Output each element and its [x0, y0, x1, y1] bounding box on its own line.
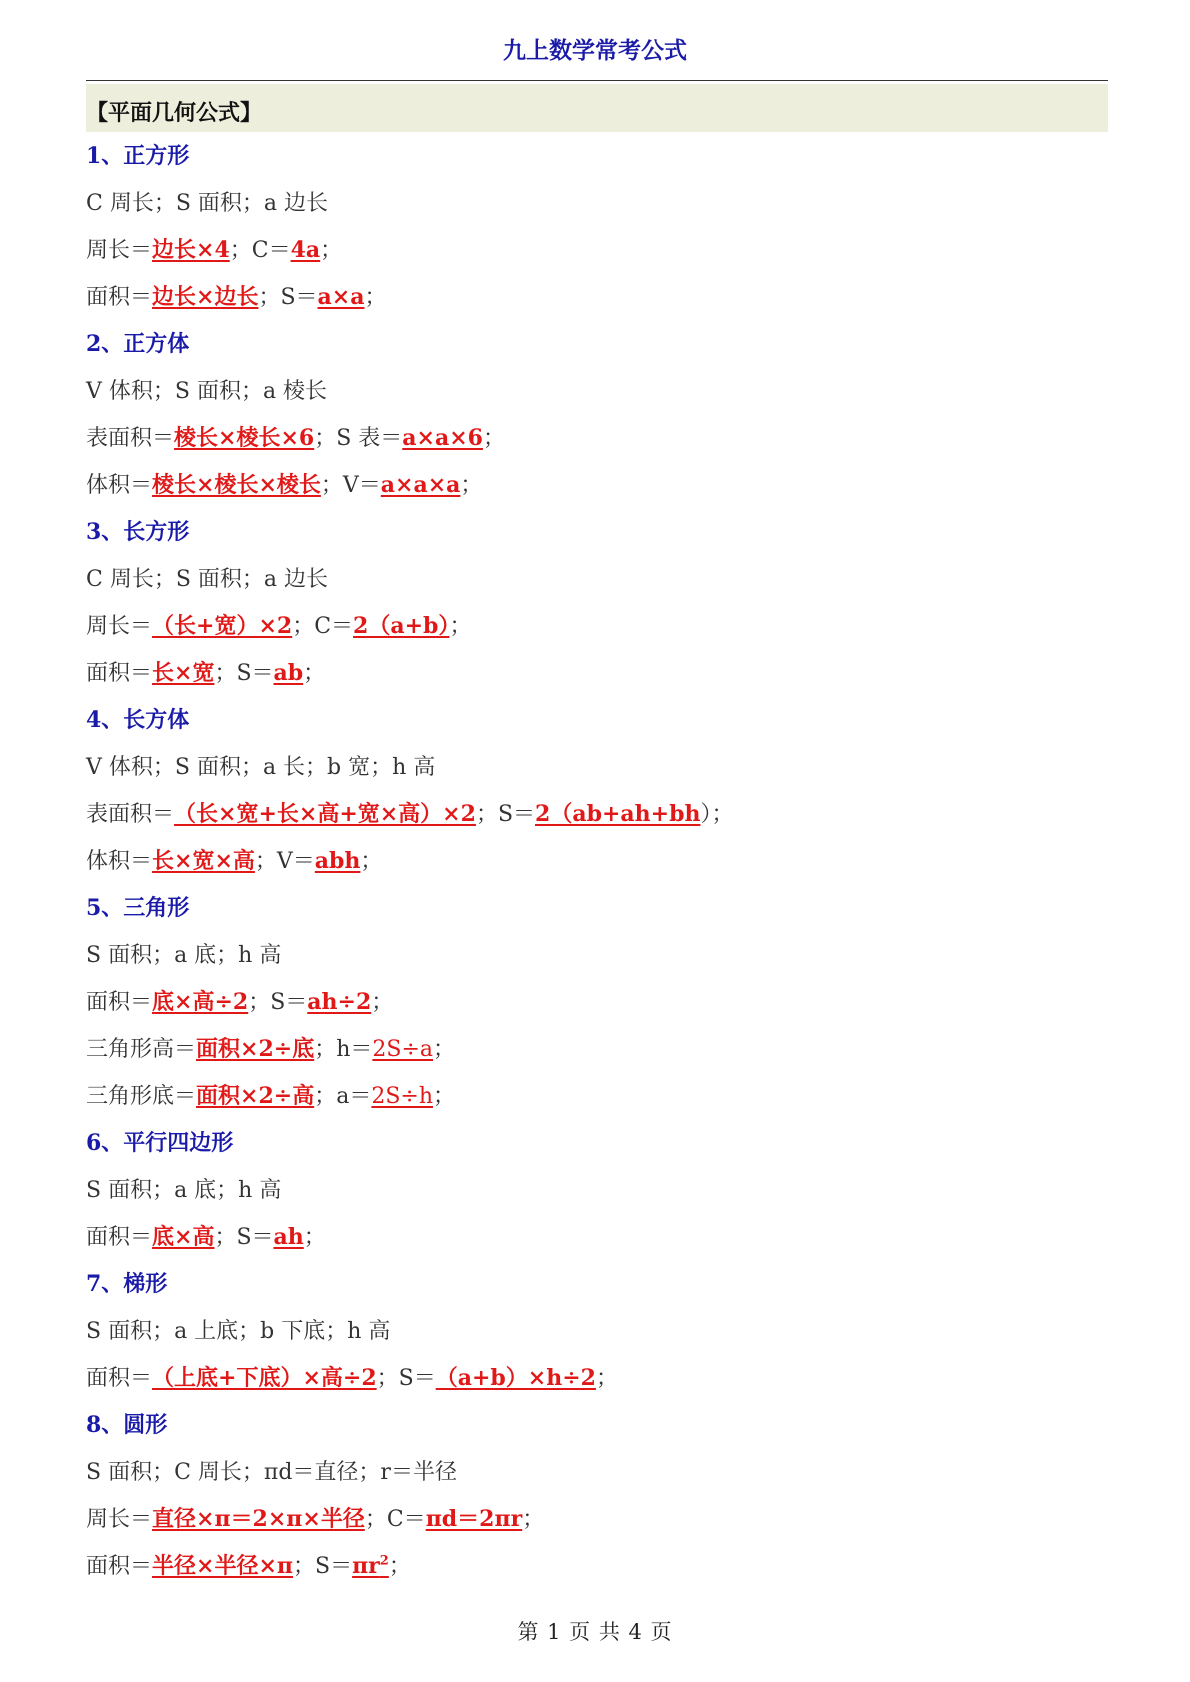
formula-symbol-label: ；C＝ — [292, 614, 354, 639]
topic-legend: S 面积；a 底；h 高 — [86, 1178, 282, 1203]
formula-label: 面积＝ — [86, 285, 153, 310]
formula-answer: 直径×π＝2×π×半径 — [152, 1506, 365, 1532]
topic-heading: 7、梯形 — [86, 1271, 168, 1297]
formula-symbol-answer: 2S÷h — [371, 1084, 433, 1109]
formula-symbol-answer: ah — [273, 1224, 304, 1250]
formula-symbol-label: ；V＝ — [320, 473, 381, 498]
formula-line — [86, 1355, 1108, 1402]
formula-label: 体积＝ — [86, 473, 153, 498]
exponent: 2 — [379, 1553, 389, 1569]
formula-line — [86, 1073, 1108, 1120]
formula-symbol-label: ；S 表＝ — [314, 426, 403, 451]
topic-heading: 1、正方形 — [86, 143, 190, 169]
formula-answer: 边长×4 — [152, 237, 230, 263]
formula-end: ； — [460, 473, 483, 498]
formula-symbol-label: ；S＝ — [248, 990, 308, 1015]
topic-legend: S 面积；a 底；h 高 — [86, 943, 282, 968]
formula-answer: 半径×半径×π — [152, 1553, 293, 1579]
topic-heading: 8、圆形 — [86, 1412, 168, 1438]
formula-symbol-label: ；S＝ — [475, 802, 536, 827]
formula-end: ； — [320, 238, 343, 263]
formula-label: 面积＝ — [86, 1225, 153, 1250]
formula-end: ； — [388, 1554, 411, 1579]
formula-symbol-label: ；C＝ — [229, 238, 291, 263]
topic-legend: C 周长；S 面积；a 边长 — [86, 191, 329, 216]
formula-label: 表面积＝ — [86, 802, 175, 827]
formula-symbol-label: ；a＝ — [314, 1084, 372, 1109]
formula-answer: （长×宽+长×高+宽×高）×2 — [174, 801, 476, 827]
formula-end: ）； — [700, 802, 734, 827]
topic-heading: 4、长方体 — [86, 707, 190, 733]
formula-line — [86, 462, 1108, 509]
formula-symbol-answer: a×a×6 — [402, 425, 483, 451]
formula-end: ； — [371, 990, 394, 1015]
formula-answer: 棱长×棱长×棱长 — [152, 472, 321, 498]
formula-label: 周长＝ — [86, 1507, 153, 1532]
formula-line — [86, 838, 1108, 885]
formula-symbol-answer: 2S÷a — [372, 1037, 433, 1062]
formula-answer: （长+宽）×2 — [152, 613, 293, 639]
formula-symbol-label: ；S＝ — [214, 1225, 274, 1250]
formula-line — [86, 1214, 1108, 1261]
formula-label: 周长＝ — [86, 238, 153, 263]
formula-symbol-answer: （a+b）×h÷2 — [435, 1365, 596, 1391]
formula-answer: 底×高 — [152, 1224, 215, 1250]
formula-end: ； — [595, 1366, 618, 1391]
formula-answer: 棱长×棱长×6 — [174, 425, 315, 451]
formula-answer: （上底+下底）×高÷2 — [152, 1365, 377, 1391]
formula-line — [86, 791, 1108, 838]
formula-symbol-label: ；h＝ — [314, 1037, 373, 1062]
formula-answer: 长×宽 — [152, 660, 215, 686]
formula-answer: 边长×边长 — [152, 284, 259, 310]
formula-line — [86, 603, 1108, 650]
formula-symbol-label: ；C＝ — [364, 1507, 426, 1532]
title-divider — [86, 80, 1108, 81]
formula-symbol-answer: 2（ab+ah+bh — [535, 801, 701, 827]
formula-line — [86, 415, 1108, 462]
formula-symbol-answer: ah÷2 — [307, 989, 372, 1015]
formula-end: ； — [303, 661, 326, 686]
formula-symbol-answer: 4a — [290, 237, 321, 263]
formula-end: ； — [522, 1507, 545, 1532]
topic-heading: 5、三角形 — [86, 895, 190, 921]
formula-symbol-answer: abh — [314, 848, 361, 874]
topic-legend: V 体积；S 面积；a 长；b 宽；h 高 — [86, 755, 436, 780]
formula-label: 三角形高＝ — [86, 1037, 197, 1062]
formula-line — [86, 227, 1108, 274]
formula-symbol-answer: 2（a+b） — [353, 613, 450, 639]
formula-end: ； — [433, 1037, 456, 1062]
topic-legend: C 周长；S 面积；a 边长 — [86, 567, 329, 592]
formula-label: 表面积＝ — [86, 426, 175, 451]
topic-heading: 3、长方形 — [86, 519, 190, 545]
formula-label: 面积＝ — [86, 990, 153, 1015]
topic-heading: 6、平行四边形 — [86, 1130, 234, 1156]
formula-line — [86, 1543, 1108, 1590]
formula-label: 面积＝ — [86, 661, 153, 686]
formula-label: 面积＝ — [86, 1366, 153, 1391]
formula-line — [86, 1026, 1108, 1073]
formula-label: 面积＝ — [86, 1554, 153, 1579]
formula-answer: 面积×2÷底 — [196, 1036, 315, 1062]
topic-legend: V 体积；S 面积；a 棱长 — [86, 379, 328, 404]
formula-answer: 面积×2÷高 — [196, 1083, 315, 1109]
formula-end: ； — [364, 285, 387, 310]
topic-heading: 2、正方体 — [86, 331, 190, 357]
formula-symbol-label: ；S＝ — [293, 1554, 353, 1579]
document-title: 九上数学常考公式 — [503, 37, 687, 64]
formula-end: ； — [433, 1084, 456, 1109]
formula-line — [86, 1496, 1108, 1543]
page-number: 第 1 页 共 4 页 — [517, 1620, 673, 1644]
formula-end: ； — [482, 426, 505, 451]
formula-label: 三角形底＝ — [86, 1084, 197, 1109]
formula-end: ； — [303, 1225, 326, 1250]
formula-label: 体积＝ — [86, 849, 153, 874]
formula-symbol-label: ；V＝ — [254, 849, 315, 874]
formula-symbol-label: ；S＝ — [214, 661, 274, 686]
topic-legend: S 面积；C 周长；πd＝直径；r＝半径 — [86, 1460, 457, 1485]
formula-line — [86, 979, 1108, 1026]
formula-symbol-answer: a×a×a — [380, 472, 461, 498]
formula-end: ； — [360, 849, 383, 874]
formula-symbol-label: ；S＝ — [258, 285, 318, 310]
formula-symbol-answer — [352, 1553, 389, 1579]
formula-symbol-answer: ab — [273, 660, 304, 686]
formula-end: ； — [449, 614, 472, 639]
formula-answer: 长×宽×高 — [152, 848, 255, 874]
formula-label: 周长＝ — [86, 614, 153, 639]
formula-symbol-answer: a×a — [317, 284, 365, 310]
formula-line — [86, 650, 1108, 697]
formula-symbol-answer-base: πr — [352, 1553, 380, 1579]
topic-legend: S 面积；a 上底；b 下底；h 高 — [86, 1319, 391, 1344]
formula-symbol-answer: πd＝2πr — [425, 1506, 523, 1532]
formula-list — [86, 133, 1108, 1590]
formula-symbol-label: ；S＝ — [376, 1366, 436, 1391]
section-title: 【平面几何公式】 — [86, 100, 263, 126]
formula-answer: 底×高÷2 — [152, 989, 249, 1015]
formula-line — [86, 274, 1108, 321]
